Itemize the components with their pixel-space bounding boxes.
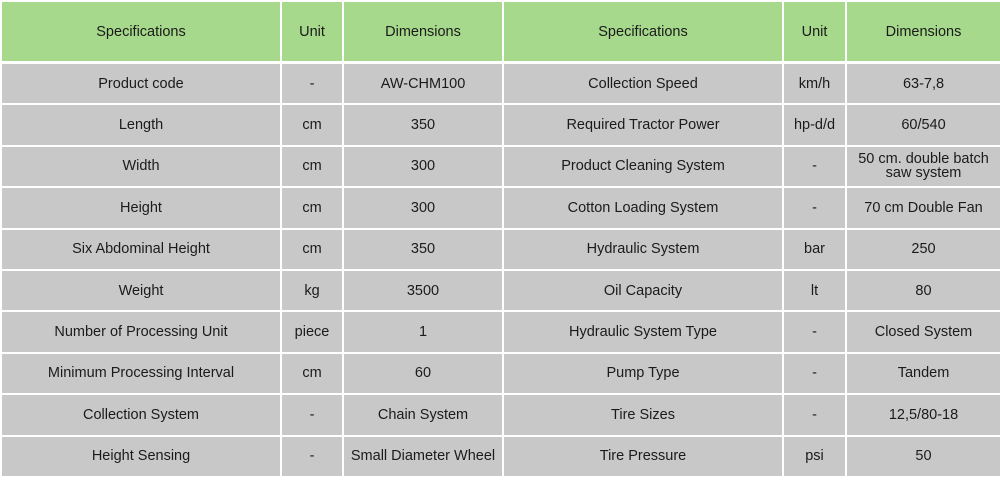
- spec-unit-2: bar: [783, 229, 846, 270]
- table-row: [1, 436, 1000, 477]
- header-dimensions-2: Dimensions: [846, 1, 1000, 63]
- spec-value-2: 60/540: [846, 104, 1000, 145]
- spec-value-2: 70 cm Double Fan: [846, 187, 1000, 228]
- table-row: [1, 63, 1000, 105]
- spec-value: 60: [343, 353, 503, 394]
- spec-unit: cm: [281, 104, 343, 145]
- spec-value-2: 80: [846, 270, 1000, 311]
- spec-name-2: Required Tractor Power: [503, 104, 783, 145]
- spec-name-2: Pump Type: [503, 353, 783, 394]
- spec-name-2: Product Cleaning System: [503, 146, 783, 187]
- spec-unit-2: lt: [783, 270, 846, 311]
- spec-unit: cm: [281, 146, 343, 187]
- spec-unit: -: [281, 63, 343, 105]
- spec-unit: kg: [281, 270, 343, 311]
- table-row: [1, 394, 1000, 435]
- table-row: [1, 270, 1000, 311]
- spec-unit: cm: [281, 229, 343, 270]
- spec-value-2: Tandem: [846, 353, 1000, 394]
- spec-name: Minimum Processing Interval: [1, 353, 281, 394]
- table-row: [1, 187, 1000, 228]
- spec-unit-2: -: [783, 311, 846, 352]
- spec-unit: cm: [281, 187, 343, 228]
- table-row: [1, 311, 1000, 352]
- spec-unit: cm: [281, 353, 343, 394]
- table-row: [1, 229, 1000, 270]
- spec-value-2: Closed System: [846, 311, 1000, 352]
- table-row: [1, 146, 1000, 187]
- spec-name: Six Abdominal Height: [1, 229, 281, 270]
- spec-unit-2: hp-d/d: [783, 104, 846, 145]
- spec-value: 300: [343, 146, 503, 187]
- spec-value-2: 50: [846, 436, 1000, 477]
- table-row: [1, 353, 1000, 394]
- spec-name-2: Hydraulic System Type: [503, 311, 783, 352]
- header-specifications-2: Specifications: [503, 1, 783, 63]
- spec-unit-2: -: [783, 187, 846, 228]
- spec-value-2: 50 cm. double batch saw system: [846, 146, 1000, 187]
- spec-unit-2: psi: [783, 436, 846, 477]
- header-unit-2: Unit: [783, 1, 846, 63]
- spec-value: Chain System: [343, 394, 503, 435]
- spec-unit: -: [281, 394, 343, 435]
- spec-name-2: Tire Sizes: [503, 394, 783, 435]
- spec-name-2: Collection Speed: [503, 63, 783, 105]
- spec-value: 350: [343, 229, 503, 270]
- spec-value: 350: [343, 104, 503, 145]
- spec-value-2: 12,5/80-18: [846, 394, 1000, 435]
- spec-value-2: 250: [846, 229, 1000, 270]
- header-specifications: Specifications: [1, 1, 281, 63]
- spec-unit: -: [281, 436, 343, 477]
- spec-value: 1: [343, 311, 503, 352]
- spec-value: 3500: [343, 270, 503, 311]
- spec-name: Length: [1, 104, 281, 145]
- spec-value: Small Diameter Wheel: [343, 436, 503, 477]
- spec-unit-2: -: [783, 146, 846, 187]
- spec-name: Height Sensing: [1, 436, 281, 477]
- table-header-row: [1, 1, 1000, 63]
- spec-name-2: Tire Pressure: [503, 436, 783, 477]
- spec-name: Collection System: [1, 394, 281, 435]
- spec-name-2: Oil Capacity: [503, 270, 783, 311]
- spec-name-2: Hydraulic System: [503, 229, 783, 270]
- spec-unit-2: -: [783, 353, 846, 394]
- table-row: [1, 104, 1000, 145]
- spec-name: Width: [1, 146, 281, 187]
- spec-name-2: Cotton Loading System: [503, 187, 783, 228]
- spec-value: AW-CHM100: [343, 63, 503, 105]
- spec-name: Number of Processing Unit: [1, 311, 281, 352]
- spec-value-2: 63-7,8: [846, 63, 1000, 105]
- spec-unit-2: km/h: [783, 63, 846, 105]
- spec-unit: piece: [281, 311, 343, 352]
- header-dimensions: Dimensions: [343, 1, 503, 63]
- spec-unit-2: -: [783, 394, 846, 435]
- spec-name: Height: [1, 187, 281, 228]
- header-unit: Unit: [281, 1, 343, 63]
- spec-name: Weight: [1, 270, 281, 311]
- spec-name: Product code: [1, 63, 281, 105]
- spec-value: 300: [343, 187, 503, 228]
